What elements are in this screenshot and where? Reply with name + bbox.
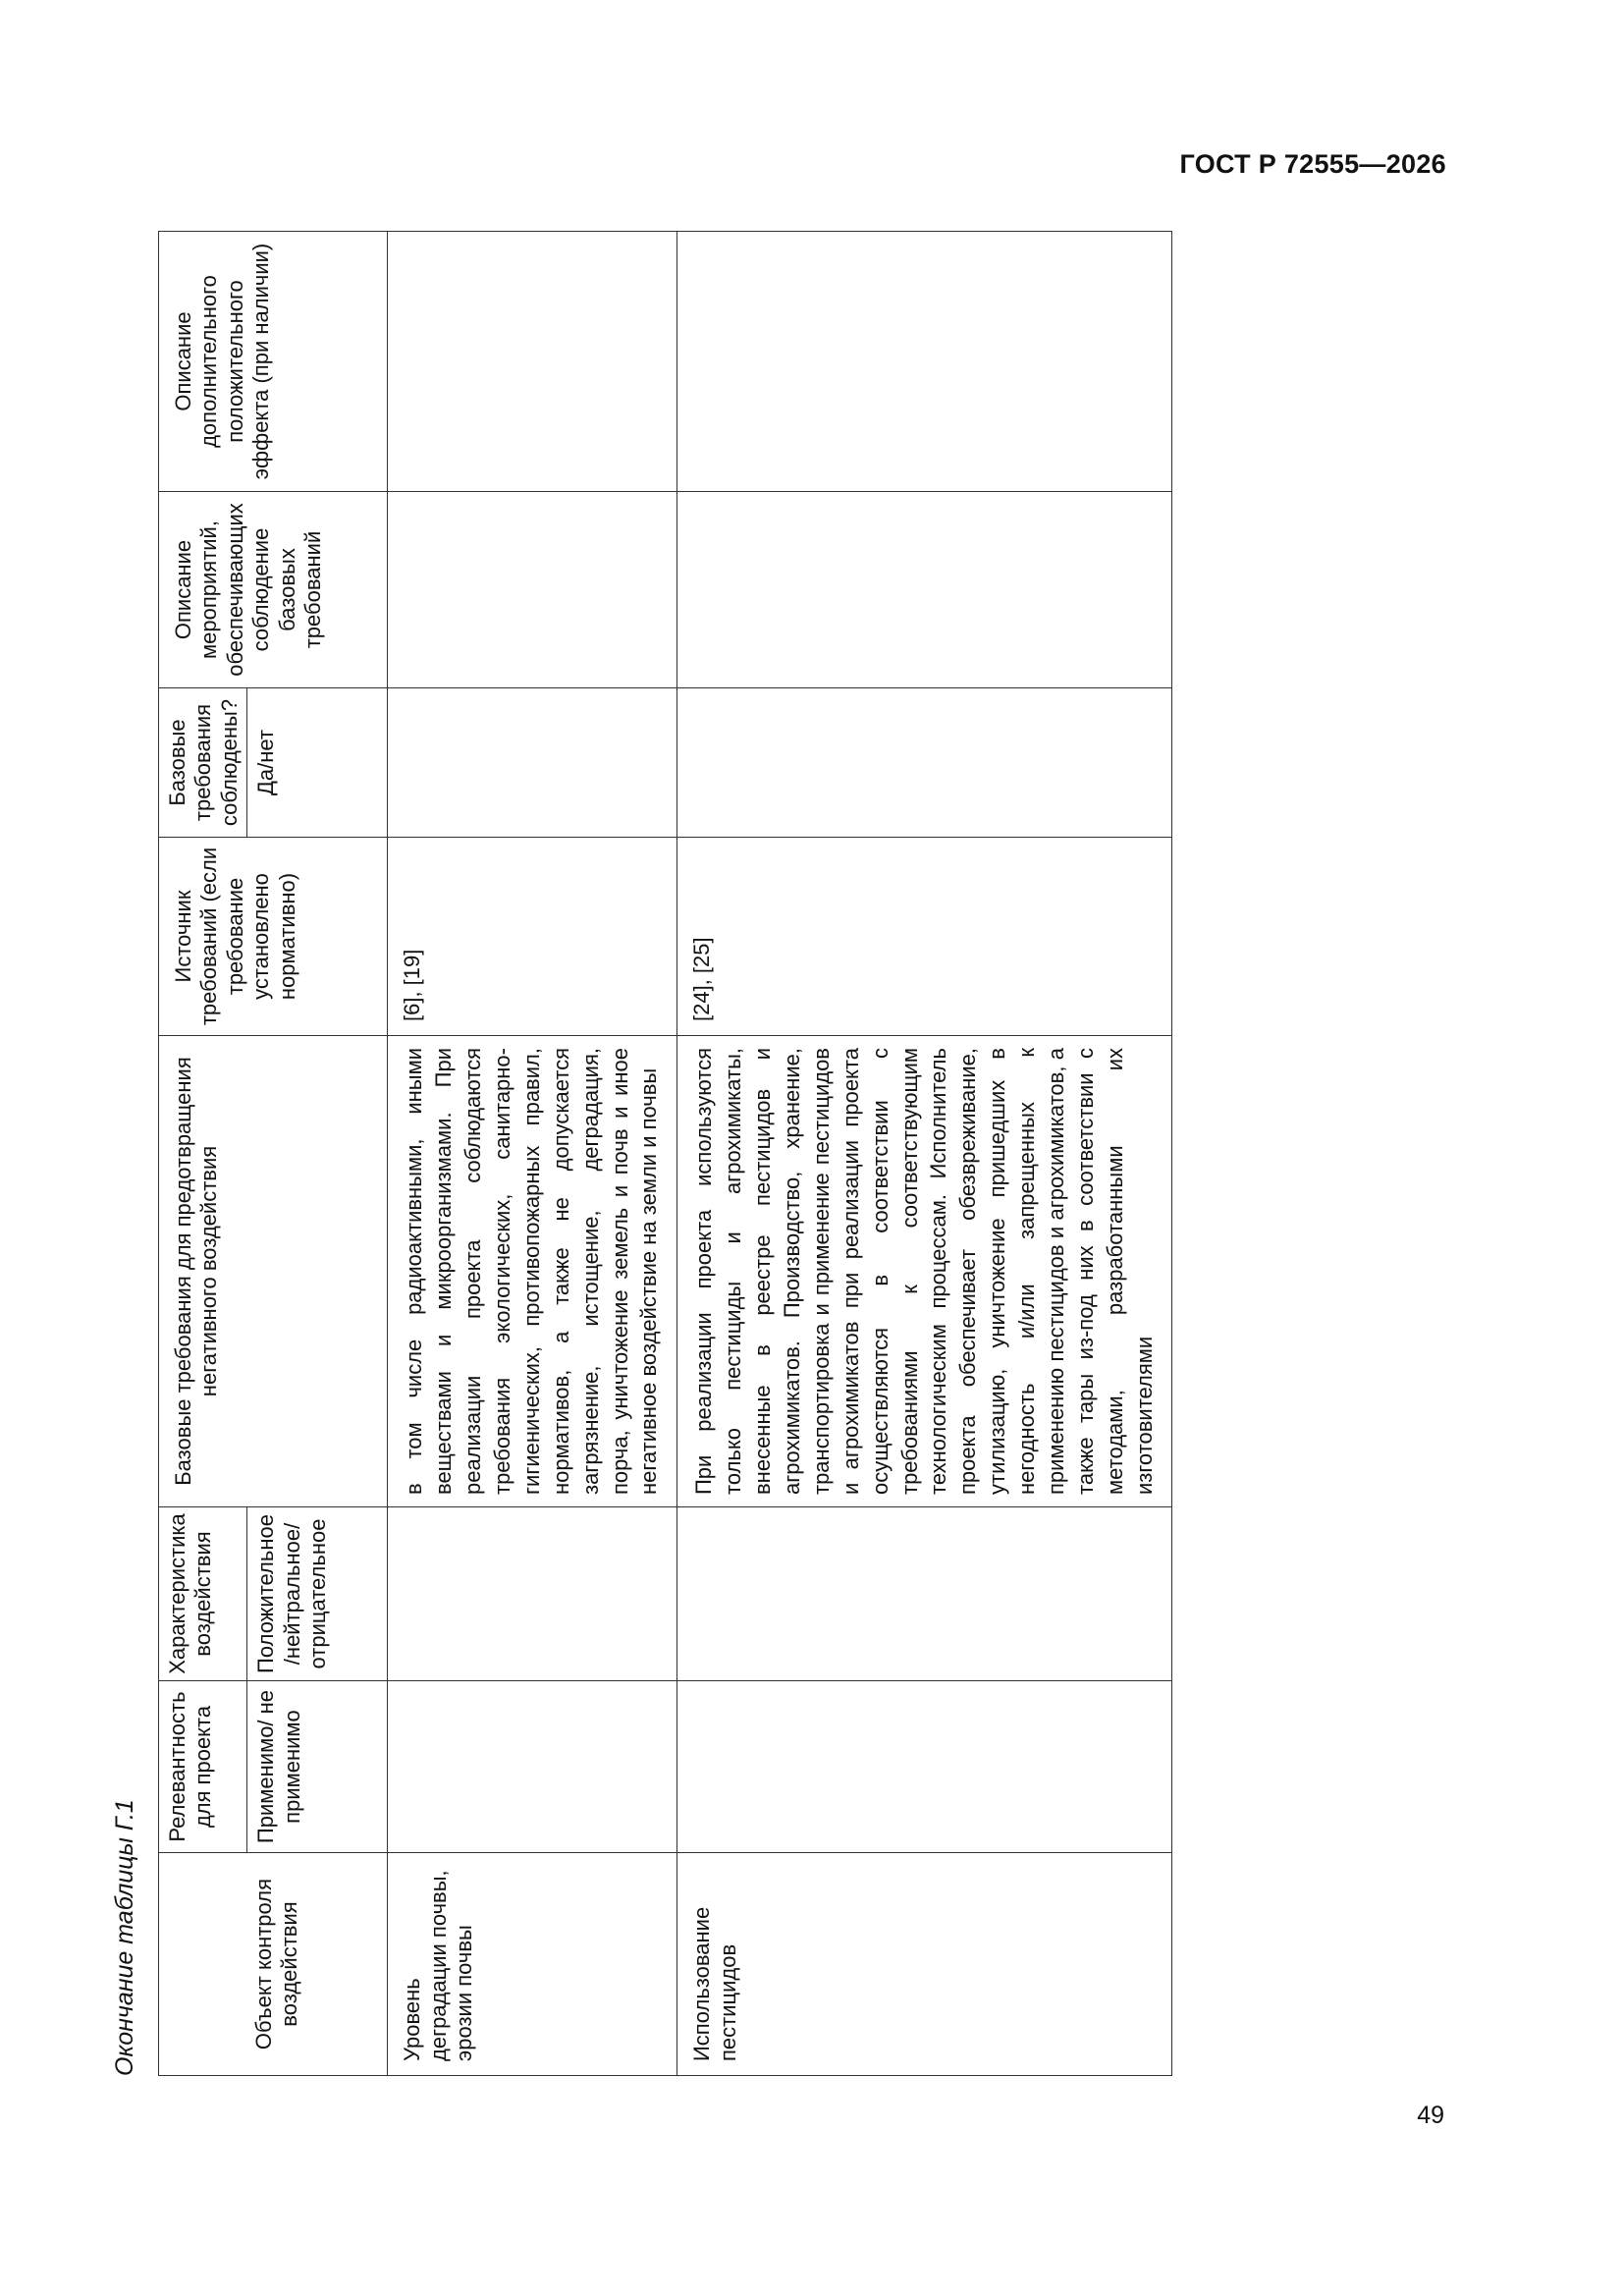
row-measures bbox=[388, 492, 677, 688]
header-relevance: Релевантность для проекта bbox=[159, 1681, 247, 1853]
row-positive-effect bbox=[388, 232, 677, 492]
row-compliance bbox=[677, 688, 1172, 838]
row-source: [24], [25] bbox=[677, 838, 1172, 1036]
header-compliance: Базовые требования соблюдены? bbox=[159, 688, 247, 838]
header-object: Объект контроля воздействия bbox=[159, 1853, 388, 2076]
page-number: 49 bbox=[1417, 2102, 1444, 2129]
row-compliance bbox=[388, 688, 677, 838]
row-characteristic bbox=[677, 1507, 1172, 1681]
table-caption: Окончание таблицы Г.1 bbox=[111, 1799, 138, 2076]
table-row bbox=[388, 232, 677, 2076]
row-requirements: в том числе радиоактивными, иными веществами и микроорганизмами. При реализации проекта соблюдаются требования экологических, санитарно-гигиенических, противопожарных правил, нормативов, а также не допускается загрязнение, истощение, деградация, порча, уничтожение земель и почв и иное негативное воздействие на земли и почвы bbox=[388, 1036, 677, 1507]
row-relevance bbox=[677, 1681, 1172, 1853]
row-source: [6], [19] bbox=[388, 838, 677, 1036]
standard-designation: ГОСТ Р 72555—2026 bbox=[1179, 149, 1446, 179]
header-characteristic-sub: Положительное /нейтральное/ отрицательное bbox=[247, 1507, 388, 1681]
row-object: Использование пестицидов bbox=[677, 1853, 1172, 2076]
rotated-table-block bbox=[111, 232, 1157, 2076]
row-relevance bbox=[388, 1681, 677, 1853]
header-positive-effect: Описание дополнительного положительного эффекта (при наличии) bbox=[159, 232, 388, 492]
header-compliance-sub: Да/нет bbox=[247, 688, 388, 838]
table-row bbox=[677, 232, 1172, 2076]
requirements-table bbox=[158, 231, 1172, 2076]
row-object: Уровень деградации почвы, эрозии почвы bbox=[388, 1853, 677, 2076]
row-positive-effect bbox=[677, 232, 1172, 492]
row-measures bbox=[677, 492, 1172, 688]
header-source: Источник требований (если требование установлено нормативно) bbox=[159, 838, 388, 1036]
header-measures: Описание мероприятий, обеспечивающих соблюдение базовых требований bbox=[159, 492, 388, 688]
row-requirements: При реализации проекта используются только пестициды и агрохимикаты, внесенные в реестре пестицидов и агрохимикатов. Производство, хранение, транспортировка и применение пестицидов и агрохимикатов при реализации проекта осуществляются в соответствии с требованиями к соответствующим технологическим процессам. Исполнитель проекта обеспечивает обезвреживание, утилизацию, уничтожение пришедших в негодность и/или запрещенных к применению пестицидов и агрохимикатов, а также тары из-под них в соответствии с методами, разработанными их изготовителями bbox=[677, 1036, 1172, 1507]
header-relevance-sub: Применимо/ не применимо bbox=[247, 1681, 388, 1853]
header-characteristic: Характеристика воздействия bbox=[159, 1507, 247, 1681]
header-requirements: Базовые требования для предотвращения негативного воздействия bbox=[159, 1036, 388, 1507]
row-characteristic bbox=[388, 1507, 677, 1681]
